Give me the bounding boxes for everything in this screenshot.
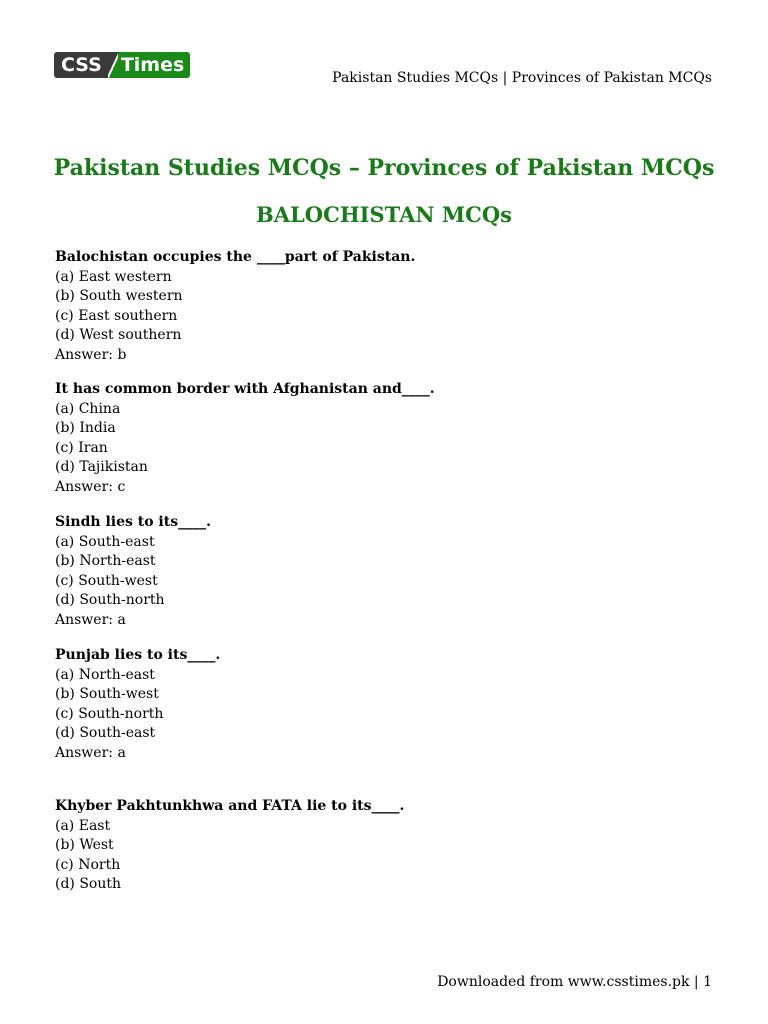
option: (a) South-east [55,533,155,550]
mcq-item [55,380,435,497]
page-title: Pakistan Studies MCQs – Provinces of Pakistan MCQs [53,155,715,181]
section-title: BALOCHISTAN MCQs [256,202,512,227]
question-text: Balochistan occupies the ____part of Pakistan. [55,249,416,265]
running-header: Pakistan Studies MCQs | Provinces of Pakistan MCQs [332,70,712,86]
logo-text-times: Times [118,52,190,78]
option: (d) South [55,876,122,892]
option: (b) West [55,837,114,853]
option: (d) West southern [55,327,182,343]
question-text: Sindh lies to its____. [55,514,211,530]
option: (b) South western [55,288,183,304]
mcq-item [55,248,415,365]
answer: Answer: a [55,744,126,761]
answer: Answer: c [55,478,126,495]
option: (b) North-east [55,553,156,569]
option: (c) South-west [55,572,158,589]
logo-text-css: CSS [54,52,108,78]
option: (c) South-north [55,705,164,722]
option: (a) East [55,817,111,834]
option: (d) Tajikistan [55,459,148,475]
option: (a) China [55,400,121,417]
answer: Answer: a [55,611,126,628]
option: (d) South-north [55,592,165,608]
page-footer: Downloaded from www.csstimes.pk | 1 [437,974,712,990]
option: (d) South-east [55,725,156,741]
option: (c) North [55,856,121,873]
logo-slash-icon [108,52,118,78]
option: (c) East southern [55,307,178,324]
mcq-item [55,513,211,630]
option: (b) India [55,420,116,436]
question-text: It has common border with Afghanistan and____. [55,381,435,397]
mcq-item [55,646,220,763]
option: (b) South-west [55,686,159,702]
answer: Answer: b [55,346,127,363]
question-text: Punjab lies to its____. [55,647,221,663]
option: (a) East western [55,268,172,285]
option: (c) Iran [55,439,108,456]
option: (a) North-east [55,666,155,683]
question-text: Khyber Pakhtunkhwa and FATA lie to its____. [55,798,405,814]
mcq-item [55,797,404,895]
csstimes-logo [54,52,190,78]
